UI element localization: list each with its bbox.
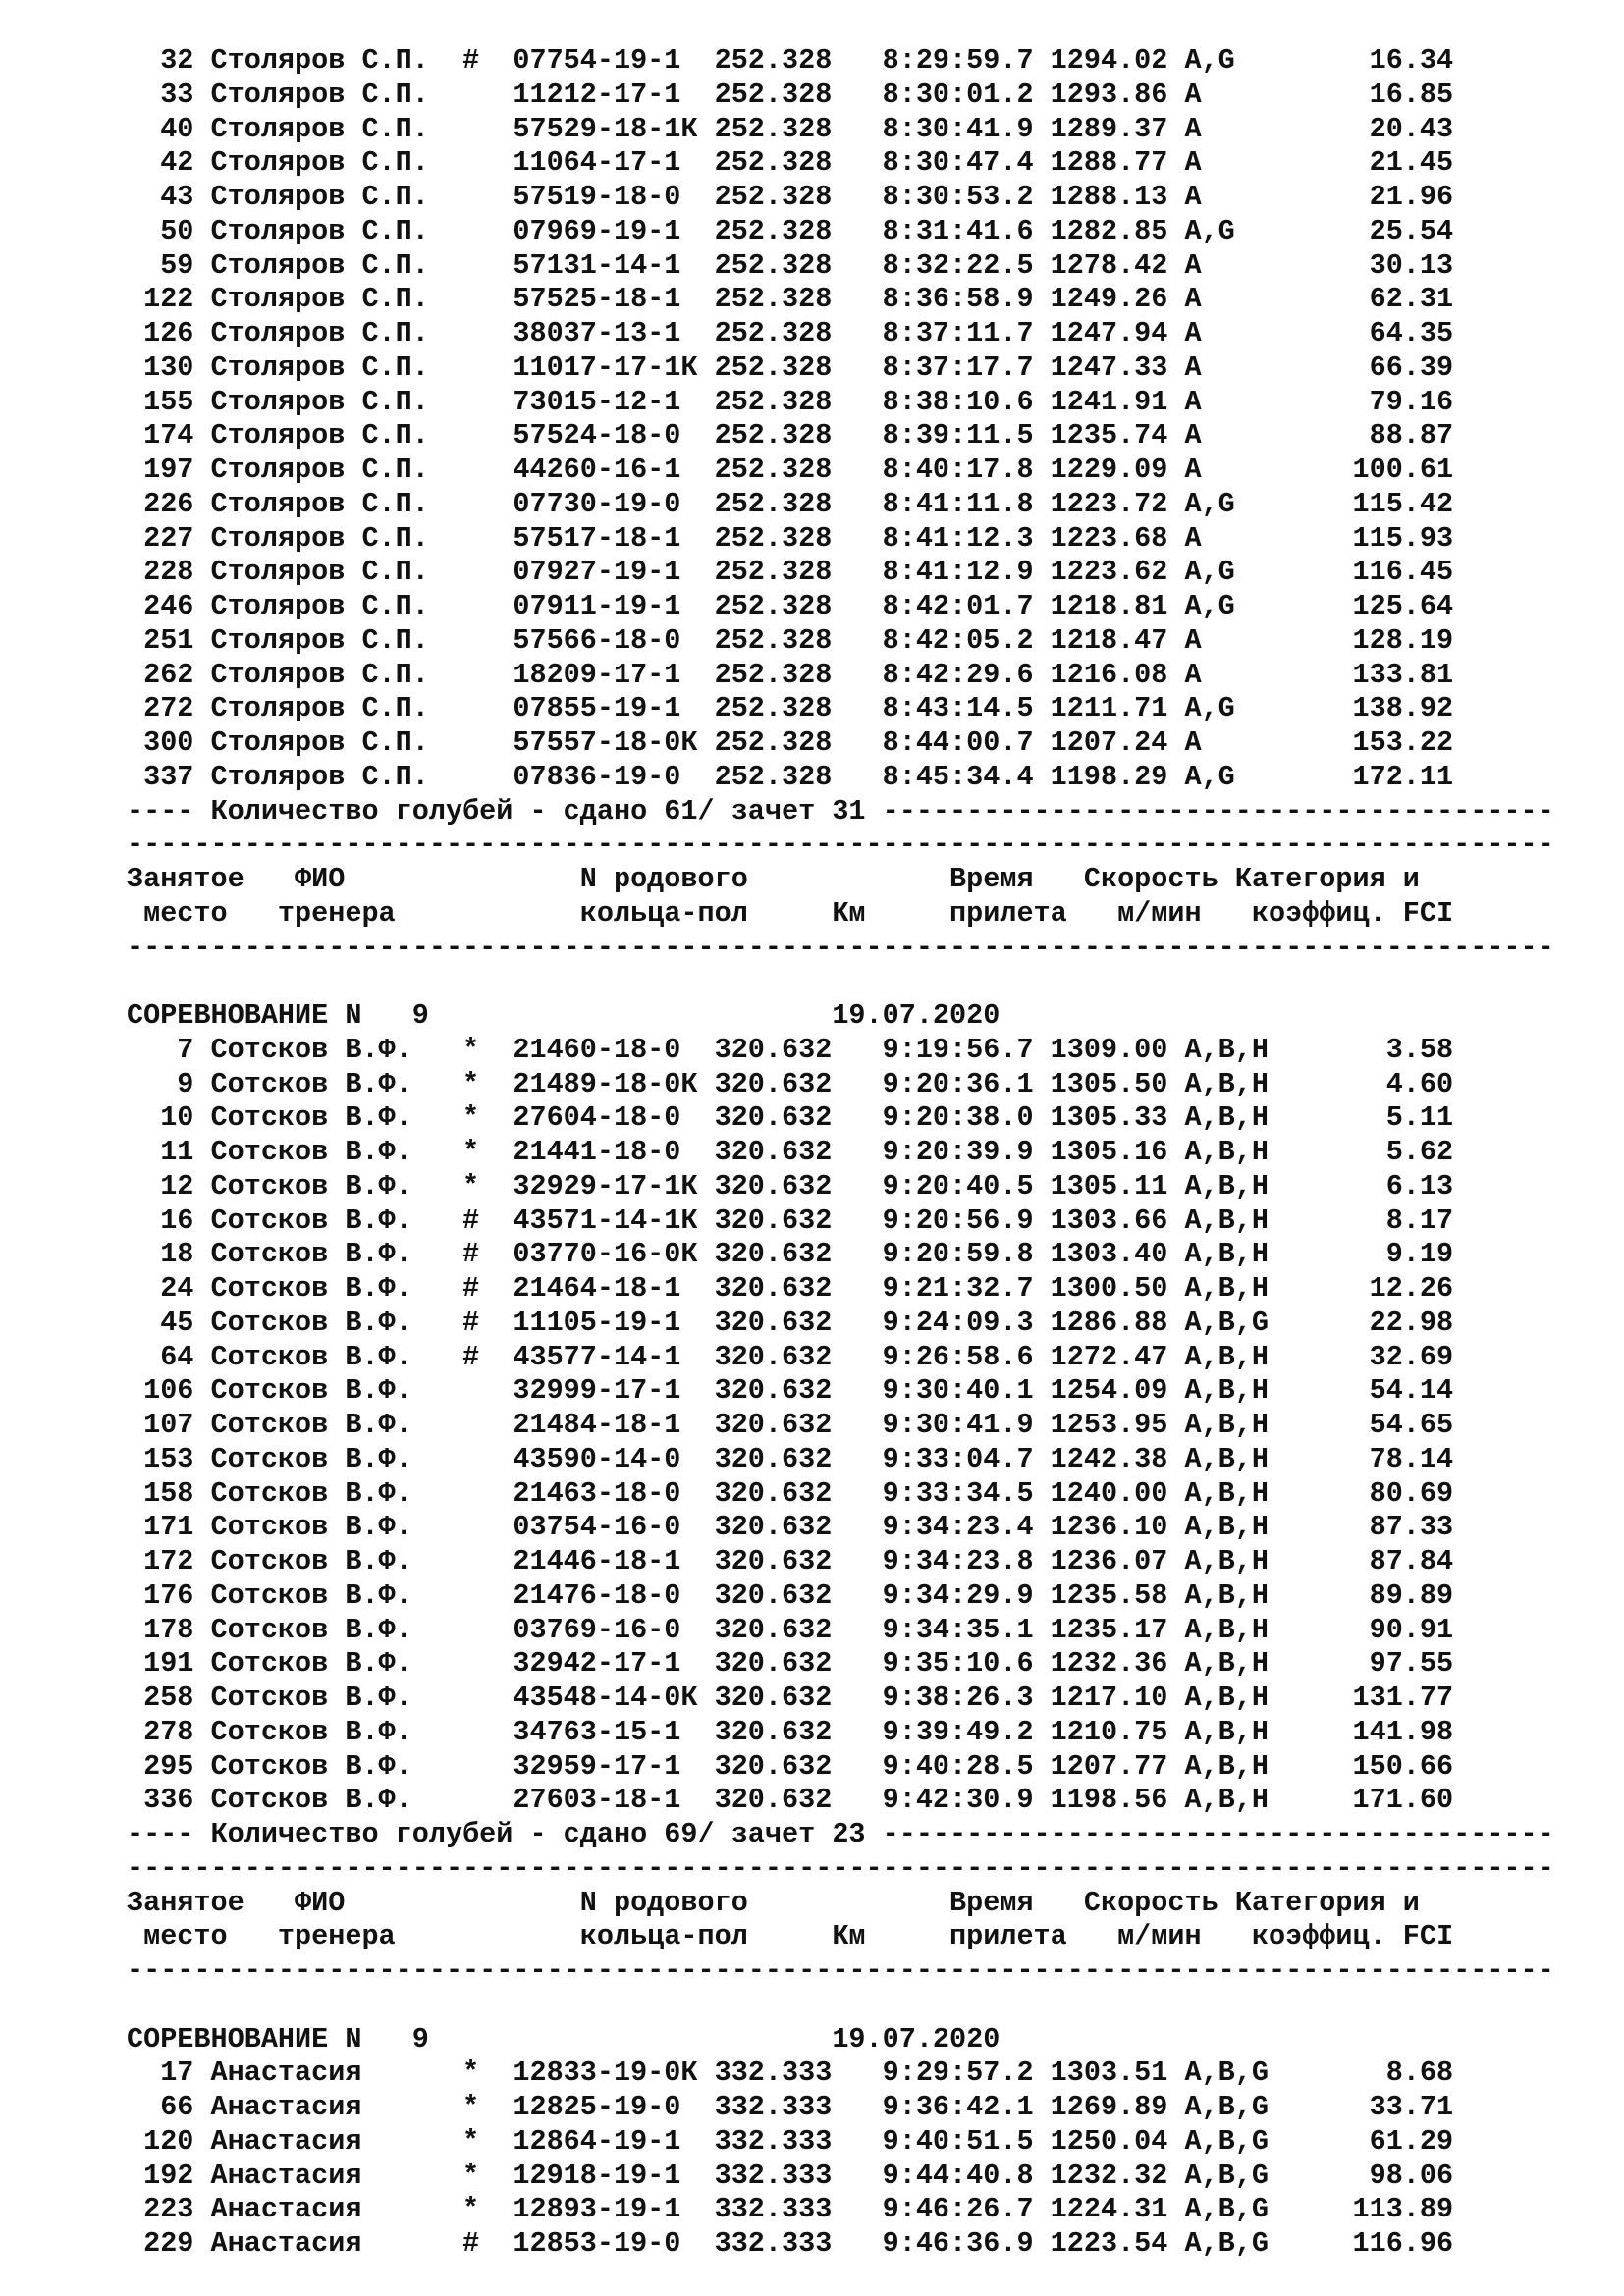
table-row: 130 Столяров С.П. 11017-17-1К 252.328 8:37:17.7 1247.33 A 66.39 bbox=[127, 350, 1454, 384]
table-row: 120 Анастасия * 12864-19-1 332.333 9:40:51.5 1250.04 A,B,G 61.29 bbox=[127, 2124, 1454, 2158]
table-row: 59 Столяров С.П. 57131-14-1 252.328 8:32:22.5 1278.42 A 30.13 bbox=[127, 248, 1454, 282]
table-row: 171 Сотсков В.Ф. 03754-16-0 320.632 9:34:23.4 1236.10 A,B,H 87.33 bbox=[127, 1511, 1454, 1544]
table-row: 32 Столяров С.П. # 07754-19-1 252.328 8:29:59.7 1294.02 A,G 16.34 bbox=[127, 44, 1454, 77]
table-row: 158 Сотсков В.Ф. 21463-18-0 320.632 9:33:34.5 1240.00 A,B,H 80.69 bbox=[127, 1476, 1454, 1510]
table-row: 45 Сотсков В.Ф. # 11105-19-1 320.632 9:24:09.3 1286.88 A,B,G 22.98 bbox=[127, 1306, 1454, 1339]
column-header: место тренера кольца-пол Км прилета м/мин коэффиц. FCI bbox=[127, 1920, 1454, 1953]
table-row: 107 Сотсков В.Ф. 21484-18-1 320.632 9:30:41.9 1253.95 A,B,H 54.65 bbox=[127, 1409, 1454, 1441]
table-row: 178 Сотсков В.Ф. 03769-16-0 320.632 9:34:35.1 1235.17 A,B,H 90.91 bbox=[127, 1613, 1454, 1646]
table-row: 9 Сотсков В.Ф. * 21489-18-0К 320.632 9:20:36.1 1305.50 A,B,H 4.60 bbox=[127, 1067, 1454, 1100]
table-row: 122 Столяров С.П. 57525-18-1 252.328 8:36:58.9 1249.26 A 62.31 bbox=[127, 283, 1454, 316]
blank-line bbox=[127, 964, 1599, 998]
column-header: место тренера кольца-пол Км прилета м/мин коэффиц. FCI bbox=[127, 896, 1454, 930]
table-row: 192 Анастасия * 12918-19-1 332.333 9:44:40.8 1232.32 A,B,G 98.06 bbox=[127, 2159, 1454, 2192]
table-row: 278 Сотсков В.Ф. 34763-15-1 320.632 9:39:49.2 1210.75 A,B,H 141.98 bbox=[127, 1715, 1454, 1748]
table-row: 43 Столяров С.П. 57519-18-0 252.328 8:30:53.2 1288.13 A 21.96 bbox=[127, 181, 1454, 213]
table-row: 272 Столяров С.П. 07855-19-1 252.328 8:43:14.5 1211.71 A,G 138.92 bbox=[127, 692, 1454, 725]
table-row: 258 Сотсков В.Ф. 43548-14-0К 320.632 9:38:26.3 1217.10 A,B,H 131.77 bbox=[127, 1682, 1454, 1714]
table-row: 174 Столяров С.П. 57524-18-0 252.328 8:39:11.5 1235.74 A 88.87 bbox=[127, 419, 1454, 453]
blank-line bbox=[127, 1988, 1599, 2022]
table-row: 10 Сотсков В.Ф. * 27604-18-0 320.632 9:20:38.0 1305.33 A,B,H 5.11 bbox=[127, 1101, 1454, 1135]
table-row: 155 Столяров С.П. 73015-12-1 252.328 8:38:10.6 1241.91 A 79.16 bbox=[127, 385, 1454, 418]
section-summary: ---- Количество голубей - сдано 69/ зачет 23 ---------------------------------------- bbox=[127, 1818, 1554, 1850]
column-header: Занятое ФИО N родового Время Скорость Категория и bbox=[127, 863, 1420, 895]
table-row: 336 Сотсков В.Ф. 27603-18-1 320.632 9:42:30.9 1198.56 A,B,H 171.60 bbox=[127, 1784, 1454, 1817]
table-row: 246 Столяров С.П. 07911-19-1 252.328 8:42:01.7 1218.81 A,G 125.64 bbox=[127, 590, 1454, 622]
section-summary: ---- Количество голубей - сдано 61/ зачет 31 ---------------------------------------- bbox=[127, 794, 1554, 828]
table-row: 227 Столяров С.П. 57517-18-1 252.328 8:41:12.3 1223.68 A 115.93 bbox=[127, 521, 1454, 555]
table-row: 172 Сотсков В.Ф. 21446-18-1 320.632 9:34:23.8 1236.07 A,B,H 87.84 bbox=[127, 1545, 1454, 1577]
table-row: 226 Столяров С.П. 07730-19-0 252.328 8:41:11.8 1223.72 A,G 115.42 bbox=[127, 487, 1454, 520]
table-row: 229 Анастасия # 12853-19-0 332.333 9:46:36.9 1223.54 A,B,G 116.96 bbox=[127, 2227, 1454, 2260]
table-row: 7 Сотсков В.Ф. * 21460-18-0 320.632 9:19:56.7 1309.00 A,B,H 3.58 bbox=[127, 1033, 1454, 1066]
table-row: 191 Сотсков В.Ф. 32942-17-1 320.632 9:35:10.6 1232.36 A,B,H 97.55 bbox=[127, 1647, 1454, 1681]
table-row: 17 Анастасия * 12833-19-0К 332.333 9:29:57.2 1303.51 A,B,G 8.68 bbox=[127, 2056, 1454, 2090]
table-row: 40 Столяров С.П. 57529-18-1К 252.328 8:30:41.9 1289.37 A 20.43 bbox=[127, 112, 1454, 145]
table-row: 176 Сотсков В.Ф. 21476-18-0 320.632 9:34:29.9 1235.58 A,B,H 89.89 bbox=[127, 1578, 1454, 1612]
table-row: 223 Анастасия * 12893-19-1 332.333 9:46:26.7 1224.31 A,B,G 113.89 bbox=[127, 2193, 1454, 2226]
column-header: Занятое ФИО N родового Время Скорость Категория и bbox=[127, 1886, 1420, 1919]
table-row: 153 Сотсков В.Ф. 43590-14-0 320.632 9:33:04.7 1242.38 A,B,H 78.14 bbox=[127, 1442, 1454, 1475]
divider: ------------------------------------------------------------------------------------- bbox=[127, 1851, 1554, 1885]
divider: ------------------------------------------------------------------------------------- bbox=[127, 828, 1554, 862]
table-row: 12 Сотсков В.Ф. * 32929-17-1К 320.632 9:20:40.5 1305.11 A,B,H 6.13 bbox=[127, 1169, 1454, 1202]
table-row: 262 Столяров С.П. 18209-17-1 252.328 8:42:29.6 1216.08 A 133.81 bbox=[127, 658, 1454, 691]
competition-title: СОРЕВНОВАНИЕ N 9 19.07.2020 bbox=[127, 999, 1001, 1032]
table-row: 64 Сотсков В.Ф. # 43577-14-1 320.632 9:26:58.6 1272.47 A,B,H 32.69 bbox=[127, 1340, 1454, 1373]
table-row: 11 Сотсков В.Ф. * 21441-18-0 320.632 9:20:39.9 1305.16 A,B,H 5.62 bbox=[127, 1136, 1454, 1168]
table-row: 106 Сотсков В.Ф. 32999-17-1 320.632 9:30:40.1 1254.09 A,B,H 54.14 bbox=[127, 1374, 1454, 1408]
table-row: 295 Сотсков В.Ф. 32959-17-1 320.632 9:40:28.5 1207.77 A,B,H 150.66 bbox=[127, 1749, 1454, 1783]
table-row: 197 Столяров С.П. 44260-16-1 252.328 8:40:17.8 1229.09 A 100.61 bbox=[127, 454, 1454, 486]
table-row: 16 Сотсков В.Ф. # 43571-14-1К 320.632 9:20:56.9 1303.66 A,B,H 8.17 bbox=[127, 1203, 1454, 1237]
table-row: 337 Столяров С.П. 07836-19-0 252.328 8:45:34.4 1198.29 A,G 172.11 bbox=[127, 760, 1454, 793]
table-row: 228 Столяров С.П. 07927-19-1 252.328 8:41:12.9 1223.62 A,G 116.45 bbox=[127, 556, 1454, 589]
table-row: 18 Сотсков В.Ф. # 03770-16-0К 320.632 9:20:59.8 1303.40 A,B,H 9.19 bbox=[127, 1238, 1454, 1271]
divider: ------------------------------------------------------------------------------------- bbox=[127, 931, 1554, 964]
table-row: 24 Сотсков В.Ф. # 21464-18-1 320.632 9:21:32.7 1300.50 A,B,H 12.26 bbox=[127, 1272, 1454, 1305]
competition-title: СОРЕВНОВАНИЕ N 9 19.07.2020 bbox=[127, 2022, 1001, 2056]
table-row: 251 Столяров С.П. 57566-18-0 252.328 8:42:05.2 1218.47 A 128.19 bbox=[127, 623, 1454, 657]
table-row: 50 Столяров С.П. 07969-19-1 252.328 8:31:41.6 1282.85 A,G 25.54 bbox=[127, 214, 1454, 247]
table-row: 66 Анастасия * 12825-19-0 332.333 9:36:42.1 1269.89 A,B,G 33.71 bbox=[127, 2091, 1454, 2123]
table-row: 126 Столяров С.П. 38037-13-1 252.328 8:37:11.7 1247.94 A 64.35 bbox=[127, 317, 1454, 349]
divider: ------------------------------------------------------------------------------------- bbox=[127, 1954, 1554, 1987]
table-row: 33 Столяров С.П. 11212-17-1 252.328 8:30:01.2 1293.86 A 16.85 bbox=[127, 78, 1454, 111]
table-row: 42 Столяров С.П. 11064-17-1 252.328 8:30:47.4 1288.77 A 21.45 bbox=[127, 146, 1454, 180]
table-row: 300 Столяров С.П. 57557-18-0К 252.328 8:44:00.7 1207.24 A 153.22 bbox=[127, 726, 1454, 759]
